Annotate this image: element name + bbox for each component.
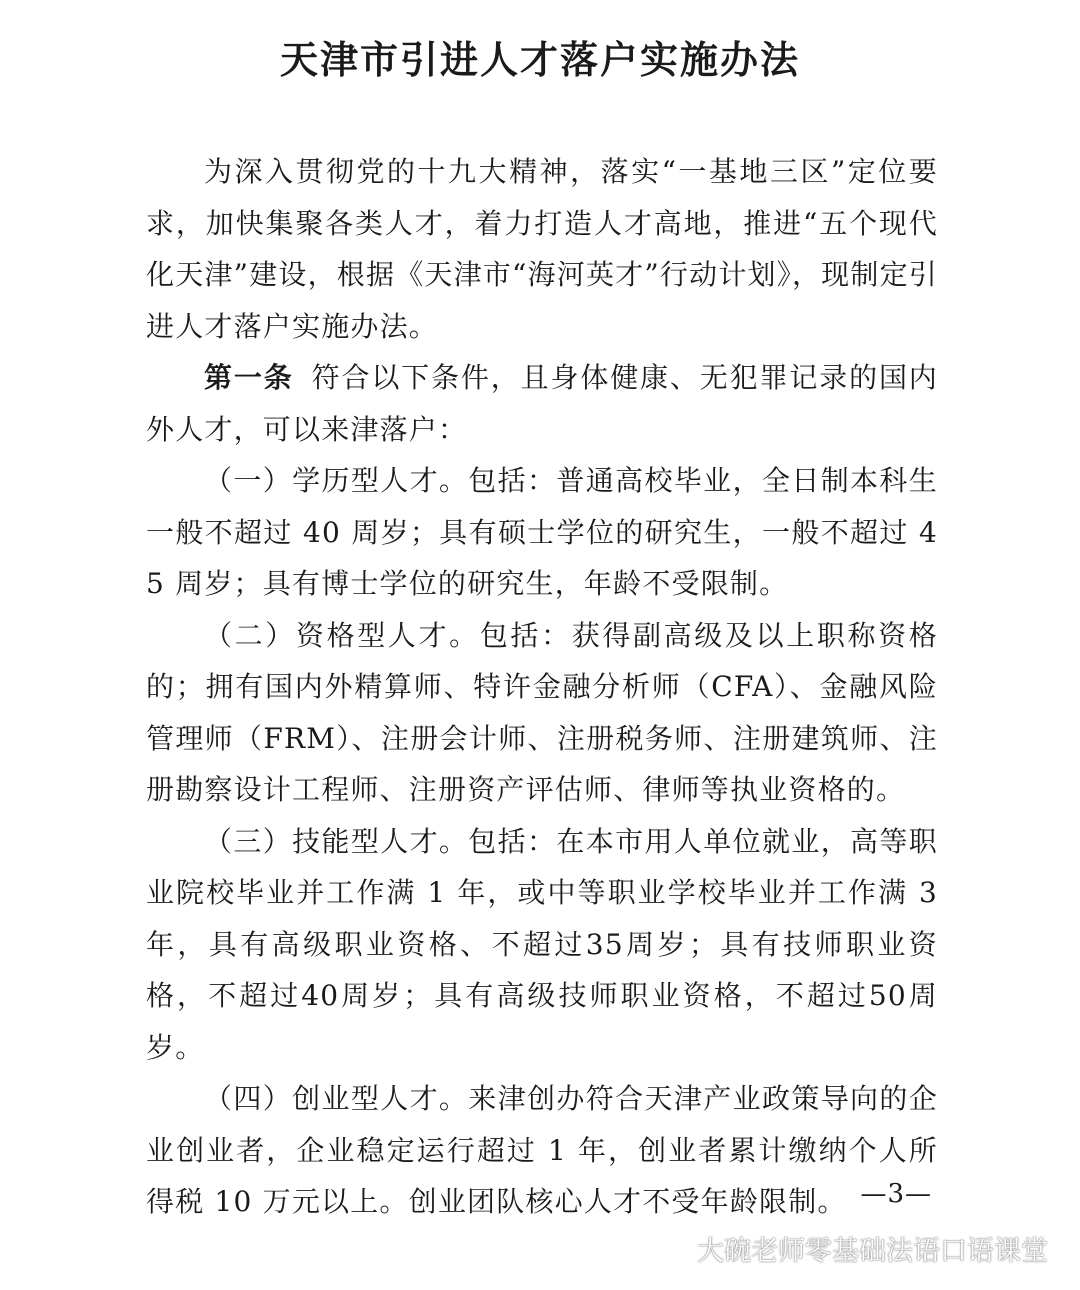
item-4-paragraph: （四）创业型人才。来津创办符合天津产业政策导向的企业创业者，企业稳定运行超过 1 年，创业者累计缴纳个人所得税 10 万元以上。创业团队核心人才不受年龄限制。	[146, 1082, 938, 1218]
intro-paragraph: 为深入贯彻党的十九大精神，落实“一基地三区”定位要求，加快集聚各类人才，着力打造人才高地，推进“五个现代化天津”建设，根据《天津市“海河英才”行动计划》，现制定引进人才落户实施办法。	[146, 155, 938, 343]
article-1-heading: 第一条	[204, 361, 294, 394]
item-2-paragraph: （二）资格型人才。包括：获得副高级及以上职称资格的；拥有国内外精算师、特许金融分析师（CFA）、金融风险管理师（FRM）、注册会计师、注册税务师、注册建筑师、注册勘察设计工程师、注册资产评估师、律师等执业资格的。	[146, 618, 938, 806]
article-1-text: 符合以下条件，且身体健康、无犯罪记录的国内外人才，可以来津落户：	[146, 361, 939, 446]
page-number: —3—	[860, 1179, 932, 1209]
watermark-text: 大碗老师零基础法语口语课堂	[697, 1236, 1048, 1267]
item-3-paragraph: （三）技能型人才。包括：在本市用人单位就业，高等职业院校毕业并工作满 1 年，或中等职业学校毕业并工作满 3 年，具有高级职业资格、不超过35周岁；具有技师职业资格，不超过40周岁；具有高级技师职业资格，不超过50周岁。	[146, 824, 938, 1064]
item-1-paragraph: （一）学历型人才。包括：普通高校毕业，全日制本科生一般不超过 40 周岁；具有硕士学位的研究生，一般不超过 45 周岁；具有博士学位的研究生，年龄不受限制。	[146, 464, 938, 600]
article-1-paragraph	[146, 352, 938, 455]
document-title: 天津市引进人才落户实施办法	[279, 37, 800, 82]
document-body	[146, 146, 938, 1228]
watermark	[649, 1229, 1048, 1268]
wechat-icon	[649, 1234, 689, 1264]
